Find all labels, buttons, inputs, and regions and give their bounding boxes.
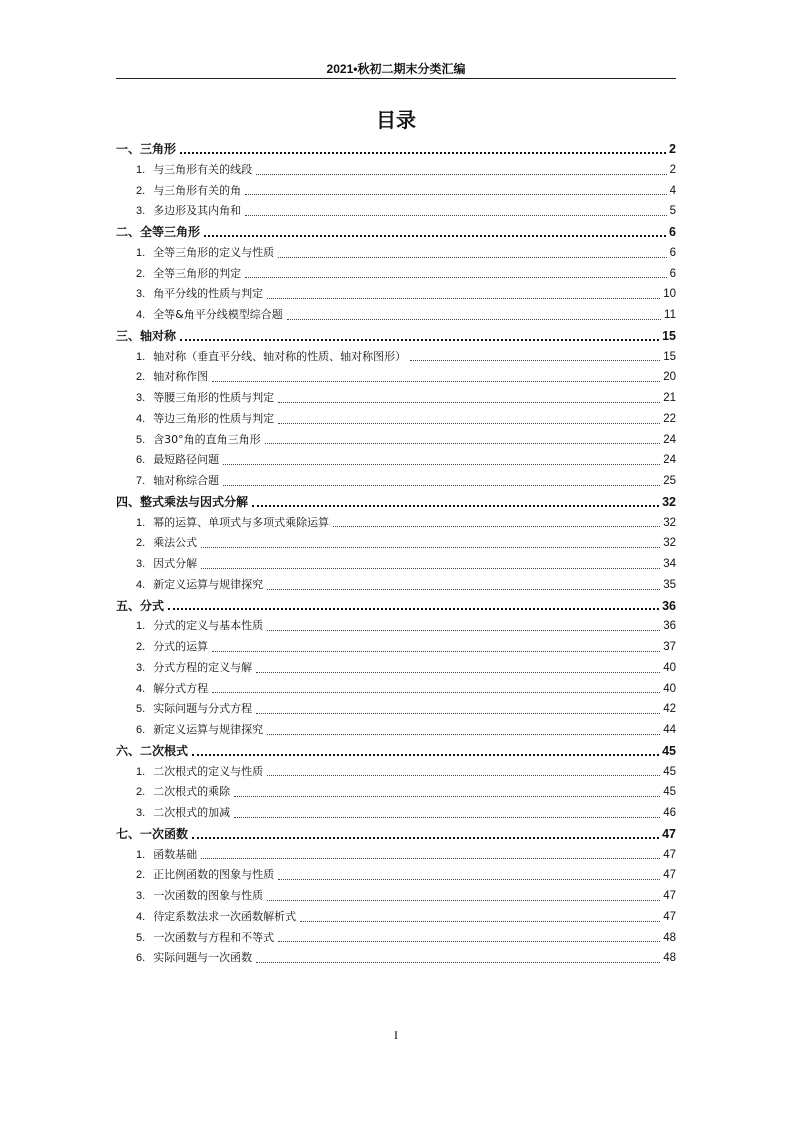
toc-entry-title bbox=[136, 865, 274, 886]
toc-entry-label: 七、一次函数 bbox=[116, 826, 189, 841]
dot-leader bbox=[212, 651, 660, 652]
toc-entry-title bbox=[136, 409, 274, 430]
toc-entry-page: 48 bbox=[663, 952, 676, 965]
toc-entry-number: 4. bbox=[136, 910, 146, 923]
toc-entry-label: 实际问题与一次函数 bbox=[153, 951, 253, 965]
toc-entry-label: 二、全等三角形 bbox=[116, 225, 201, 239]
toc-section-entry[interactable] bbox=[116, 160, 676, 181]
toc-entry-number: 2. bbox=[136, 786, 146, 799]
toc-chapter-entry[interactable] bbox=[116, 222, 676, 243]
dot-leader bbox=[256, 713, 660, 714]
toc-title: 目录 bbox=[376, 108, 416, 132]
toc-entry-page: 47 bbox=[662, 826, 676, 841]
toc-entry-label: 六、二次根式 bbox=[116, 743, 189, 758]
toc-entry-label: 与三角形有关的线段 bbox=[153, 162, 253, 176]
toc-section-entry[interactable] bbox=[116, 928, 676, 949]
toc-entry-page: 37 bbox=[663, 641, 676, 653]
toc-section-entry[interactable] bbox=[116, 284, 676, 305]
toc-entry-label: 二次根式的乘除 bbox=[153, 785, 231, 799]
toc-entry-number: 3. bbox=[136, 205, 146, 218]
toc-entry-title bbox=[136, 430, 261, 451]
toc-section-entry[interactable] bbox=[116, 845, 676, 866]
toc-entry-title bbox=[116, 824, 188, 845]
toc-entry-number: 3. bbox=[136, 661, 146, 674]
dot-leader bbox=[201, 568, 660, 569]
toc-entry-number: 6. bbox=[136, 724, 146, 736]
toc-entry-title bbox=[136, 533, 197, 554]
toc-entry-label: 二次根式的加减 bbox=[153, 806, 231, 819]
dot-leader bbox=[212, 692, 660, 693]
toc-entry-label: 一、三角形 bbox=[116, 142, 177, 156]
toc-entry-label: 等腰三角形的性质与判定 bbox=[153, 391, 275, 404]
toc-entry-page: 15 bbox=[662, 328, 676, 343]
toc-entry-title bbox=[136, 658, 252, 679]
toc-entry-number: 5. bbox=[136, 433, 146, 446]
toc-entry-label: 轴对称作图 bbox=[153, 370, 209, 384]
toc-entry-label: 最短路径问题 bbox=[153, 453, 220, 467]
toc-entry-title bbox=[116, 139, 176, 160]
toc-section-entry[interactable] bbox=[116, 409, 676, 430]
toc-section-entry[interactable] bbox=[116, 720, 676, 741]
toc-entry-title bbox=[136, 471, 219, 492]
toc-entry-page: 2 bbox=[669, 142, 676, 156]
toc-entry-label: 一次函数的图象与性质 bbox=[153, 889, 264, 902]
toc-section-entry[interactable] bbox=[116, 637, 676, 658]
dot-leader bbox=[234, 817, 660, 818]
toc-entry-title bbox=[136, 637, 208, 658]
dot-leader bbox=[245, 215, 666, 216]
toc-entry-number: 1. bbox=[136, 848, 146, 861]
dot-leader bbox=[278, 257, 666, 258]
toc-entry-title bbox=[136, 845, 197, 866]
toc-entry-page: 25 bbox=[663, 475, 676, 487]
toc-entry-label: 待定系数法求一次函数解析式 bbox=[153, 909, 297, 923]
header-rule bbox=[116, 78, 676, 79]
toc-section-entry[interactable] bbox=[116, 471, 676, 492]
toc-entry-label: 四、整式乘法与因式分解 bbox=[116, 494, 249, 509]
toc-entry-label: 乘法公式 bbox=[153, 536, 198, 550]
table-of-contents bbox=[116, 139, 676, 969]
toc-entry-number: 1. bbox=[136, 350, 146, 363]
toc-chapter-entry[interactable] bbox=[116, 741, 676, 762]
toc-entry-page: 40 bbox=[663, 682, 676, 695]
toc-section-entry[interactable] bbox=[116, 347, 676, 368]
toc-entry-page: 47 bbox=[663, 869, 676, 882]
dot-leader bbox=[267, 775, 660, 776]
toc-entry-label: 幂的运算、单项式与多项式乘除运算 bbox=[153, 515, 330, 529]
toc-entry-title bbox=[136, 948, 252, 969]
toc-entry-page: 34 bbox=[663, 558, 676, 570]
dot-leader bbox=[287, 319, 661, 320]
toc-chapter-entry[interactable] bbox=[116, 139, 676, 160]
toc-entry-title bbox=[136, 679, 208, 700]
toc-chapter-entry[interactable] bbox=[116, 326, 676, 347]
toc-entry-title bbox=[116, 492, 248, 513]
toc-entry-page: 24 bbox=[663, 454, 676, 467]
toc-section-entry[interactable] bbox=[116, 264, 676, 285]
dot-leader bbox=[267, 630, 660, 631]
toc-entry-label: 分式的定义与基本性质 bbox=[153, 619, 264, 633]
toc-entry-page: 42 bbox=[663, 703, 676, 716]
toc-entry-page: 15 bbox=[663, 350, 676, 363]
toc-entry-number: 2. bbox=[136, 267, 146, 280]
dot-leader bbox=[267, 298, 660, 299]
toc-section-entry[interactable] bbox=[116, 554, 676, 575]
toc-entry-label: 含30°角的直角三角形 bbox=[153, 432, 261, 446]
toc-entry-title bbox=[136, 554, 197, 575]
dot-leader bbox=[204, 235, 666, 237]
toc-section-entry[interactable] bbox=[116, 948, 676, 969]
toc-entry-label: 分式方程的定义与解 bbox=[153, 660, 253, 674]
toc-entry-number: 1. bbox=[136, 246, 146, 259]
toc-entry-label: 一次函数与方程和不等式 bbox=[153, 930, 275, 944]
toc-entry-number: 4. bbox=[136, 682, 146, 695]
toc-entry-page: 48 bbox=[663, 931, 676, 944]
toc-entry-title bbox=[136, 284, 263, 305]
dot-leader bbox=[278, 423, 660, 424]
toc-entry-label: 全等三角形的判定 bbox=[153, 266, 242, 280]
toc-entry-page: 32 bbox=[663, 537, 676, 550]
toc-entry-number: 5. bbox=[136, 703, 146, 716]
toc-entry-number: 1. bbox=[136, 163, 146, 176]
toc-entry-number: 3. bbox=[136, 558, 146, 570]
dot-leader bbox=[267, 589, 660, 590]
toc-entry-page: 35 bbox=[663, 578, 676, 591]
toc-chapter-entry[interactable] bbox=[116, 596, 676, 617]
toc-section-entry[interactable] bbox=[116, 658, 676, 679]
toc-section-entry[interactable] bbox=[116, 513, 676, 534]
toc-entry-number: 1. bbox=[136, 765, 146, 778]
toc-entry-title bbox=[136, 201, 241, 222]
toc-entry-page: 44 bbox=[663, 724, 676, 736]
dot-leader bbox=[223, 464, 660, 465]
toc-entry-title bbox=[136, 907, 296, 928]
toc-entry-page: 4 bbox=[669, 184, 676, 197]
toc-entry-page: 20 bbox=[663, 371, 676, 384]
dot-leader bbox=[410, 360, 660, 361]
toc-entry-page: 36 bbox=[662, 598, 676, 613]
toc-entry-page: 6 bbox=[669, 246, 676, 259]
toc-entry-label: 角平分线的性质与判定 bbox=[153, 287, 264, 301]
toc-entry-label: 五、分式 bbox=[116, 598, 165, 613]
dot-leader bbox=[201, 547, 660, 548]
toc-section-entry[interactable] bbox=[116, 907, 676, 928]
toc-entry-number: 3. bbox=[136, 807, 146, 819]
toc-entry-number: 2. bbox=[136, 537, 146, 550]
toc-entry-label: 与三角形有关的角 bbox=[153, 183, 242, 197]
toc-entry-page: 47 bbox=[663, 890, 676, 902]
toc-section-entry[interactable] bbox=[116, 367, 676, 388]
page-number: I bbox=[394, 1028, 398, 1042]
toc-entry-label: 二次根式的定义与性质 bbox=[153, 764, 264, 778]
dot-leader bbox=[168, 608, 659, 610]
toc-entry-title bbox=[136, 762, 263, 783]
toc-section-entry[interactable] bbox=[116, 305, 676, 326]
dot-leader bbox=[278, 941, 660, 942]
toc-entry-title bbox=[136, 305, 283, 326]
toc-entry-label: 实际问题与分式方程 bbox=[153, 702, 253, 716]
toc-entry-title bbox=[136, 243, 274, 264]
toc-section-entry[interactable] bbox=[116, 450, 676, 471]
toc-section-entry[interactable] bbox=[116, 575, 676, 596]
toc-entry-number: 2. bbox=[136, 184, 146, 197]
toc-entry-number: 6. bbox=[136, 454, 146, 467]
toc-entry-title bbox=[136, 782, 230, 803]
toc-section-entry[interactable] bbox=[116, 388, 676, 409]
toc-entry-number: 3. bbox=[136, 890, 146, 902]
toc-entry-page: 45 bbox=[662, 743, 676, 758]
dot-leader bbox=[278, 402, 660, 403]
toc-section-entry[interactable] bbox=[116, 886, 676, 907]
toc-entry-title bbox=[136, 720, 263, 741]
toc-entry-number: 2. bbox=[136, 869, 146, 882]
toc-entry-number: 3. bbox=[136, 392, 146, 404]
toc-entry-page: 5 bbox=[669, 205, 676, 218]
toc-section-entry[interactable] bbox=[116, 201, 676, 222]
toc-entry-title bbox=[116, 326, 176, 347]
toc-entry-label: 正比例函数的图象与性质 bbox=[153, 868, 275, 882]
dot-leader bbox=[278, 879, 660, 880]
toc-entry-title bbox=[136, 699, 252, 720]
toc-entry-title bbox=[136, 803, 230, 824]
toc-entry-label: 函数基础 bbox=[153, 847, 198, 861]
toc-entry-page: 47 bbox=[663, 910, 676, 923]
toc-entry-number: 4. bbox=[136, 578, 146, 591]
toc-entry-number: 2. bbox=[136, 641, 146, 653]
toc-entry-number: 7. bbox=[136, 475, 146, 487]
toc-entry-title bbox=[136, 264, 241, 285]
toc-entry-label: 新定义运算与规律探究 bbox=[153, 577, 264, 591]
toc-entry-label: 因式分解 bbox=[153, 557, 198, 570]
toc-entry-number: 5. bbox=[136, 931, 146, 944]
dot-leader bbox=[192, 754, 659, 756]
toc-entry-label: 全等三角形的定义与性质 bbox=[153, 245, 275, 259]
dot-leader bbox=[245, 194, 666, 195]
dot-leader bbox=[252, 505, 659, 507]
toc-entry-page: 11 bbox=[664, 309, 676, 321]
dot-leader bbox=[212, 381, 660, 382]
toc-entry-title bbox=[136, 450, 219, 471]
toc-entry-title bbox=[136, 160, 252, 181]
toc-entry-number: 1. bbox=[136, 620, 146, 633]
toc-entry-number: 4. bbox=[136, 309, 146, 321]
toc-entry-label: 分式的运算 bbox=[153, 640, 209, 653]
toc-entry-page: 24 bbox=[663, 433, 676, 446]
toc-entry-page: 32 bbox=[663, 516, 676, 529]
toc-section-entry[interactable] bbox=[116, 762, 676, 783]
toc-entry-label: 新定义运算与规律探究 bbox=[153, 723, 264, 736]
toc-entry-page: 45 bbox=[663, 786, 676, 799]
dot-leader bbox=[267, 734, 660, 735]
toc-entry-label: 全等&角平分线模型综合题 bbox=[153, 308, 283, 321]
toc-entry-label: 解分式方程 bbox=[153, 681, 209, 695]
toc-entry-label: 三、轴对称 bbox=[116, 328, 177, 343]
dot-leader bbox=[180, 339, 659, 341]
dot-leader bbox=[256, 174, 666, 175]
toc-entry-page: 32 bbox=[662, 494, 676, 509]
toc-section-entry[interactable] bbox=[116, 181, 676, 202]
toc-entry-page: 2 bbox=[669, 163, 676, 176]
toc-entry-title bbox=[136, 886, 263, 907]
toc-section-entry[interactable] bbox=[116, 699, 676, 720]
dot-leader bbox=[256, 962, 660, 963]
toc-entry-number: 2. bbox=[136, 371, 146, 384]
dot-leader bbox=[245, 277, 666, 278]
toc-entry-title bbox=[136, 575, 263, 596]
toc-entry-page: 10 bbox=[663, 288, 676, 301]
toc-entry-page: 40 bbox=[663, 661, 676, 674]
toc-entry-title bbox=[136, 928, 274, 949]
toc-chapter-entry[interactable] bbox=[116, 824, 676, 845]
dot-leader bbox=[267, 900, 660, 901]
dot-leader bbox=[223, 485, 660, 486]
running-header: 2021•秋初二期末分类汇编 bbox=[326, 62, 466, 76]
toc-entry-title bbox=[136, 616, 263, 637]
dot-leader bbox=[256, 672, 660, 673]
toc-section-entry[interactable] bbox=[116, 616, 676, 637]
toc-entry-number: 6. bbox=[136, 952, 146, 965]
toc-entry-title bbox=[136, 367, 208, 388]
toc-entry-page: 21 bbox=[663, 392, 676, 404]
toc-section-entry[interactable] bbox=[116, 243, 676, 264]
toc-entry-page: 6 bbox=[669, 267, 676, 280]
dot-leader bbox=[201, 858, 660, 859]
toc-entry-title bbox=[136, 181, 241, 202]
toc-entry-label: 多边形及其内角和 bbox=[153, 204, 242, 218]
toc-entry-page: 45 bbox=[663, 765, 676, 778]
toc-entry-title bbox=[136, 513, 329, 534]
toc-section-entry[interactable] bbox=[116, 803, 676, 824]
toc-entry-title bbox=[116, 741, 188, 762]
dot-leader bbox=[300, 921, 660, 922]
toc-entry-title bbox=[116, 596, 164, 617]
toc-section-entry[interactable] bbox=[116, 430, 676, 451]
dot-leader bbox=[234, 796, 660, 797]
toc-chapter-entry[interactable] bbox=[116, 492, 676, 513]
toc-entry-label: 轴对称综合题 bbox=[153, 474, 220, 487]
toc-entry-page: 36 bbox=[663, 620, 676, 633]
toc-entry-number: 1. bbox=[136, 516, 146, 529]
toc-section-entry[interactable] bbox=[116, 865, 676, 886]
toc-entry-page: 46 bbox=[663, 807, 676, 819]
toc-entry-page: 47 bbox=[663, 848, 676, 861]
toc-section-entry[interactable] bbox=[116, 679, 676, 700]
toc-entry-page: 6 bbox=[669, 225, 676, 239]
toc-entry-number: 3. bbox=[136, 288, 146, 301]
toc-entry-page: 22 bbox=[663, 412, 676, 425]
toc-entry-title bbox=[136, 388, 274, 409]
toc-section-entry[interactable] bbox=[116, 533, 676, 554]
toc-entry-number: 4. bbox=[136, 412, 146, 425]
toc-entry-title bbox=[136, 347, 406, 368]
dot-leader bbox=[333, 526, 660, 527]
toc-entry-label: 轴对称（垂直平分线、轴对称的性质、轴对称图形） bbox=[153, 349, 407, 363]
toc-entry-title bbox=[116, 222, 200, 243]
dot-leader bbox=[265, 443, 661, 444]
toc-entry-label: 等边三角形的性质与判定 bbox=[153, 411, 275, 425]
dot-leader bbox=[192, 837, 659, 839]
dot-leader bbox=[180, 152, 666, 154]
toc-section-entry[interactable] bbox=[116, 782, 676, 803]
